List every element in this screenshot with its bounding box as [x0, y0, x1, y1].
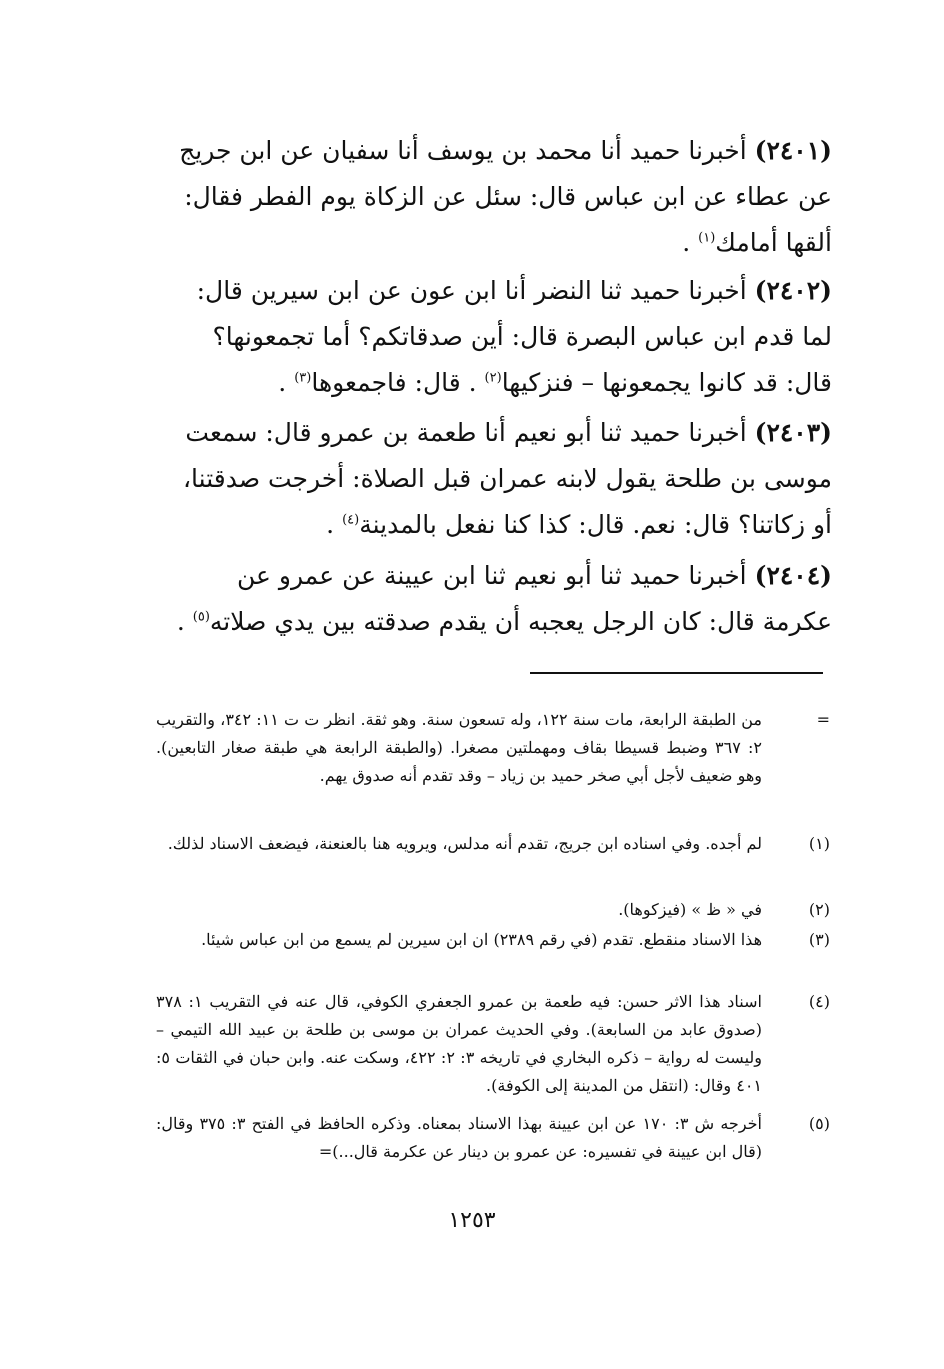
footnote-ref: (٥)	[192, 609, 210, 625]
hadith-text: أخبرنا حميد ثنا النضر أنا ابن عون عن ابن سيرين قال: لما قدم ابن عباس البصرة قال: أين صدقاتكم؟ أما تجمعونها؟ قال: قد كانوا يجمعونها – فنزكيها	[196, 276, 832, 397]
footnote-ref: (٣)	[294, 370, 312, 386]
footnote-text: من الطبقة الرابعة، مات سنة ١٢٢، وله تسعون سنة. وهو ثقة. انظر ت ت ١١: ٣٤٢، والتقريب ٢: ٣٦٧ وضبط قسيطا بقاف ومهملتين مصغرا. (والطبقة الرابعة هي طبقة صغار التابعين). وهو ضعيف لأجل أبي صخر حميد بن زياد – وقد تقدم أنه صدوق يهم.	[156, 710, 763, 785]
footnote-ref: (١)	[698, 230, 716, 246]
footnote-1	[150, 830, 830, 888]
footnote-5	[150, 1110, 830, 1168]
footnote-text: اسناد هذا الاثر حسن: فيه طعمة بن عمرو الجعفري الكوفي، قال عنه في التقريب ١: ٣٧٨ (صدوق عابد من السابعة). وفي الحديث عمران بن موسى بن طلحة بن عبيد الله التيمي – وليست له رواية – ذكره البخاري في تاريخه ٣: ٢: ٤٢٢، وسكت عنه. وابن حبان في الثقات ٥: ٤٠١ وقال: (انتقل من المدينة إلى الكوفة).	[156, 992, 762, 1095]
footnote-marker: (٤)	[808, 992, 830, 1011]
hadith-number: (٢٤٠٤)	[754, 561, 832, 590]
hadith-text-continued: . قال: فاجمعوها	[311, 368, 485, 397]
footnote-text: لم أجده. وفي اسناده ابن جريج، تقدم أنه مدلس، ويرويه هنا بالعنعنة، فيضعف الاسناد لذلك.	[167, 834, 762, 853]
footnote-marker: =	[816, 710, 830, 729]
hadith-ending: .	[176, 607, 193, 636]
footnote-marker: (١)	[808, 834, 830, 853]
footnote-text: هذا الاسناد منقطع. تقدم (في رقم ٢٣٨٩) ان ابن سيرين لم يسمع من ابن عباس شيئا.	[201, 930, 762, 949]
hadith-2404	[160, 553, 832, 649]
page-number: ١٢٥٣	[448, 1208, 496, 1233]
footnote-2	[150, 896, 830, 924]
hadith-number: (٢٤٠٣)	[754, 418, 832, 447]
hadith-ending: .	[682, 228, 699, 257]
footnote-marker: (٣)	[808, 930, 830, 949]
footnote-text: في « ظ » (فيزكوها).	[618, 900, 762, 919]
footnote-marker: (٢)	[808, 900, 830, 919]
footnote-ref: (٢)	[484, 370, 502, 386]
footnote-separator	[530, 672, 823, 674]
hadith-text: أخبرنا حميد ثنا أبو نعيم أنا طعمة بن عمرو قال: سمعت موسى بن طلحة يقول لابنه عمران قبل الصلاة: أخرجت صدقتنا، أو زكاتنا؟ قال: نعم. قال: كذا كنا نفعل بالمدينة	[182, 418, 832, 539]
hadith-text: أخبرنا حميد أنا محمد بن يوسف أنا سفيان عن ابن جريج عن عطاء عن ابن عباس قال: سئل عن الزكاة يوم الفطر فقال: ألقها أمامك	[179, 136, 832, 257]
footnote-continuation	[150, 706, 830, 822]
hadith-text: أخبرنا حميد ثنا أبو نعيم ثنا ابن عيينة عن عمرو عن عكرمة قال: كان الرجل يعجبه أن يقدم صدقته بين يدي صلاته	[209, 561, 832, 636]
footnote-text: أخرجه ش ٣: ١٧٠ عن ابن عيينة بهذا الاسناد بمعناه. وذكره الحافظ في الفتح ٣: ٣٧٥ وقال: (قال ابن عيينة في تفسيره: عن عمرو بن دينار عن عكرمة قال...)=	[156, 1114, 762, 1161]
footnote-3	[150, 926, 830, 984]
footnote-4	[150, 988, 830, 1104]
hadith-2401	[160, 128, 832, 268]
hadith-ending: .	[278, 368, 295, 397]
hadith-2402	[160, 268, 832, 408]
hadith-ending: .	[326, 510, 343, 539]
hadith-number: (٢٤٠١)	[754, 136, 832, 165]
hadith-number: (٢٤٠٢)	[754, 276, 832, 305]
footnote-marker: (٥)	[808, 1114, 830, 1133]
hadith-2403	[160, 410, 832, 550]
footnote-ref: (٤)	[342, 512, 360, 528]
